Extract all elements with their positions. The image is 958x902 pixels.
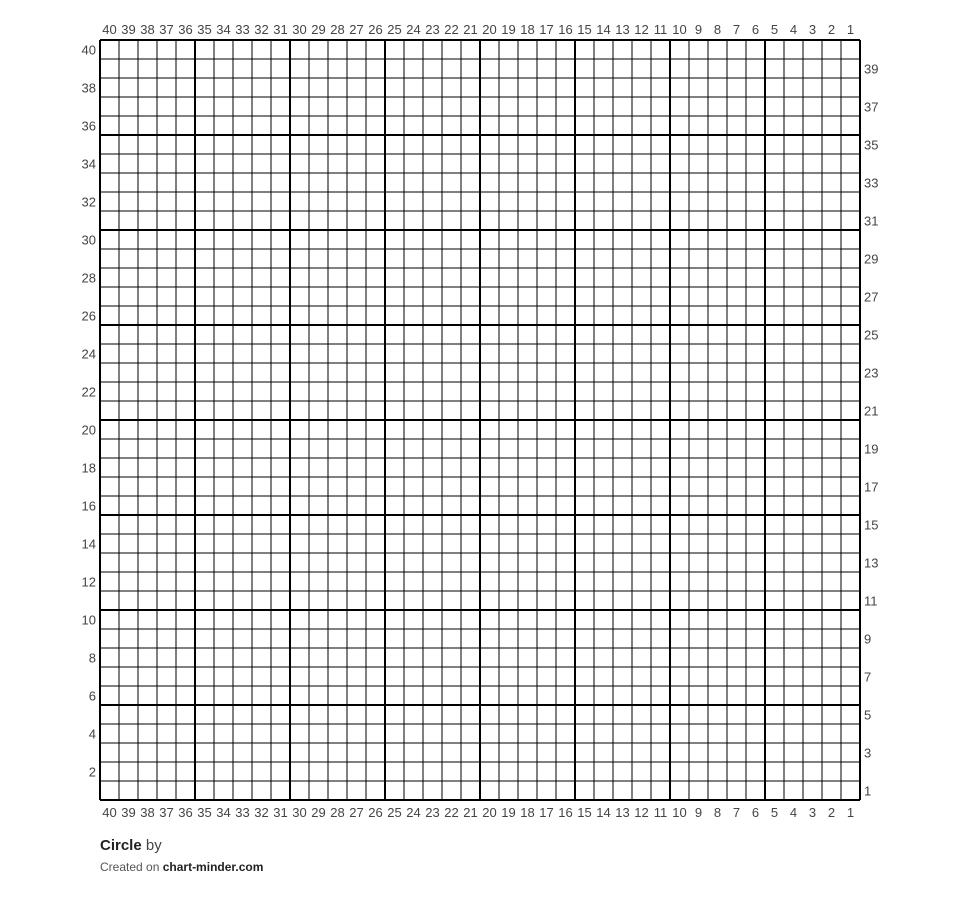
row-label: 3: [864, 745, 872, 761]
row-label: 19: [864, 441, 879, 457]
column-label: 25: [387, 805, 402, 820]
column-label: 28: [330, 22, 345, 37]
column-label: 21: [463, 805, 478, 820]
column-label: 5: [770, 22, 779, 37]
column-label: 40: [102, 805, 117, 820]
column-label: 31: [273, 805, 288, 820]
column-label: 6: [751, 22, 760, 37]
column-label: 22: [444, 22, 459, 37]
column-label: 1: [846, 22, 855, 37]
column-label: 7: [732, 22, 741, 37]
column-label: 26: [368, 805, 383, 820]
column-label: 4: [789, 805, 798, 820]
row-label: 20: [81, 422, 96, 438]
row-label: 38: [81, 80, 96, 96]
row-label: 25: [864, 327, 879, 343]
column-label: 27: [349, 805, 364, 820]
credit-line: [100, 860, 263, 874]
column-label: 15: [577, 805, 592, 820]
row-label: 36: [81, 118, 96, 134]
row-label: 27: [864, 289, 879, 305]
column-label: 18: [520, 805, 535, 820]
row-label: 35: [864, 137, 879, 153]
chart-title: Circle: [100, 837, 142, 854]
row-label: 31: [864, 213, 879, 229]
chart-author-by: by: [145, 837, 162, 854]
column-label: 34: [216, 805, 231, 820]
row-label: 17: [864, 479, 879, 495]
row-label: 10: [81, 612, 96, 628]
column-label: 8: [713, 805, 722, 820]
column-label: 14: [596, 22, 611, 37]
row-label: 9: [864, 631, 872, 647]
row-label: 34: [81, 156, 96, 172]
column-label: 37: [159, 22, 174, 37]
column-label: 3: [808, 805, 817, 820]
row-label: 6: [88, 688, 96, 704]
column-label: 2: [827, 22, 836, 37]
row-label: 21: [864, 403, 879, 419]
right-row-labels: [864, 62, 878, 799]
column-label: 13: [615, 22, 630, 37]
column-label: 16: [558, 805, 573, 820]
row-label: 30: [81, 232, 96, 248]
column-label: 16: [558, 22, 573, 37]
column-label: 32: [254, 22, 269, 37]
column-label: 4: [789, 22, 798, 37]
column-label: 26: [368, 22, 383, 37]
column-label: 14: [596, 805, 611, 820]
row-label: 18: [81, 460, 96, 476]
grid-lines: [100, 40, 860, 800]
column-label: 19: [501, 22, 516, 37]
row-label: 37: [864, 99, 879, 115]
left-row-labels: [82, 43, 96, 780]
column-label: 31: [273, 22, 288, 37]
row-label: 29: [864, 251, 879, 267]
column-label: 37: [159, 805, 174, 820]
column-label: 20: [482, 805, 497, 820]
column-label: 12: [634, 805, 649, 820]
column-label: 24: [406, 805, 421, 820]
column-label: 17: [539, 805, 554, 820]
row-label: 16: [81, 498, 96, 514]
column-label: 1: [846, 805, 855, 820]
column-label: 23: [425, 805, 440, 820]
row-label: 7: [864, 669, 872, 685]
column-label: 23: [425, 22, 440, 37]
column-label: 39: [121, 805, 136, 820]
column-label: 17: [539, 22, 554, 37]
column-label: 10: [672, 22, 687, 37]
row-label: 2: [88, 764, 96, 780]
column-label: 12: [634, 22, 649, 37]
column-label: 36: [178, 805, 193, 820]
column-label: 33: [235, 22, 250, 37]
column-label: 38: [140, 805, 155, 820]
row-label: 40: [81, 42, 96, 58]
column-label: 24: [406, 22, 421, 37]
column-label: 25: [387, 22, 402, 37]
row-label: 8: [88, 650, 96, 666]
column-label: 6: [751, 805, 760, 820]
column-label: 8: [713, 22, 722, 37]
column-label: 35: [197, 805, 212, 820]
column-label: 2: [827, 805, 836, 820]
column-label: 3: [808, 22, 817, 37]
column-label: 27: [349, 22, 364, 37]
column-label: 35: [197, 22, 212, 37]
column-label: 33: [235, 805, 250, 820]
bottom-column-labels: [102, 805, 854, 820]
column-label: 15: [577, 22, 592, 37]
column-label: 28: [330, 805, 345, 820]
column-label: 19: [501, 805, 516, 820]
row-label: 28: [81, 270, 96, 286]
column-label: 40: [102, 22, 117, 37]
row-label: 39: [864, 61, 879, 77]
row-label: 5: [864, 707, 872, 723]
row-label: 32: [81, 194, 96, 210]
column-label: 7: [732, 805, 741, 820]
row-label: 13: [864, 555, 879, 571]
chart-title-line: [100, 836, 263, 856]
column-label: 39: [121, 22, 136, 37]
column-label: 18: [520, 22, 535, 37]
column-label: 21: [463, 22, 478, 37]
row-label: 12: [81, 574, 96, 590]
column-label: 22: [444, 805, 459, 820]
column-label: 11: [653, 22, 668, 37]
row-label: 24: [81, 346, 96, 362]
chart-footer: [100, 836, 263, 874]
column-label: 29: [311, 22, 326, 37]
column-label: 38: [140, 22, 155, 37]
column-label: 9: [694, 805, 703, 820]
row-label: 26: [81, 308, 96, 324]
column-label: 10: [672, 805, 687, 820]
row-label: 15: [864, 517, 879, 533]
column-label: 5: [770, 805, 779, 820]
column-label: 36: [178, 22, 193, 37]
site-link[interactable]: chart-minder.com: [162, 860, 264, 874]
row-label: 4: [88, 726, 96, 742]
top-column-labels: [102, 22, 854, 37]
column-label: 20: [482, 22, 497, 37]
column-label: 32: [254, 805, 269, 820]
column-label: 34: [216, 22, 231, 37]
column-label: 11: [653, 805, 668, 820]
row-label: 33: [864, 175, 879, 191]
column-label: 13: [615, 805, 630, 820]
row-label: 23: [864, 365, 879, 381]
row-label: 1: [864, 783, 872, 799]
row-label: 14: [81, 536, 96, 552]
column-label: 9: [694, 22, 703, 37]
created-on-text: Created on: [100, 860, 160, 874]
column-label: 29: [311, 805, 326, 820]
column-label: 30: [292, 22, 307, 37]
row-label: 22: [81, 384, 96, 400]
row-label: 11: [864, 593, 878, 609]
column-label: 30: [292, 805, 307, 820]
